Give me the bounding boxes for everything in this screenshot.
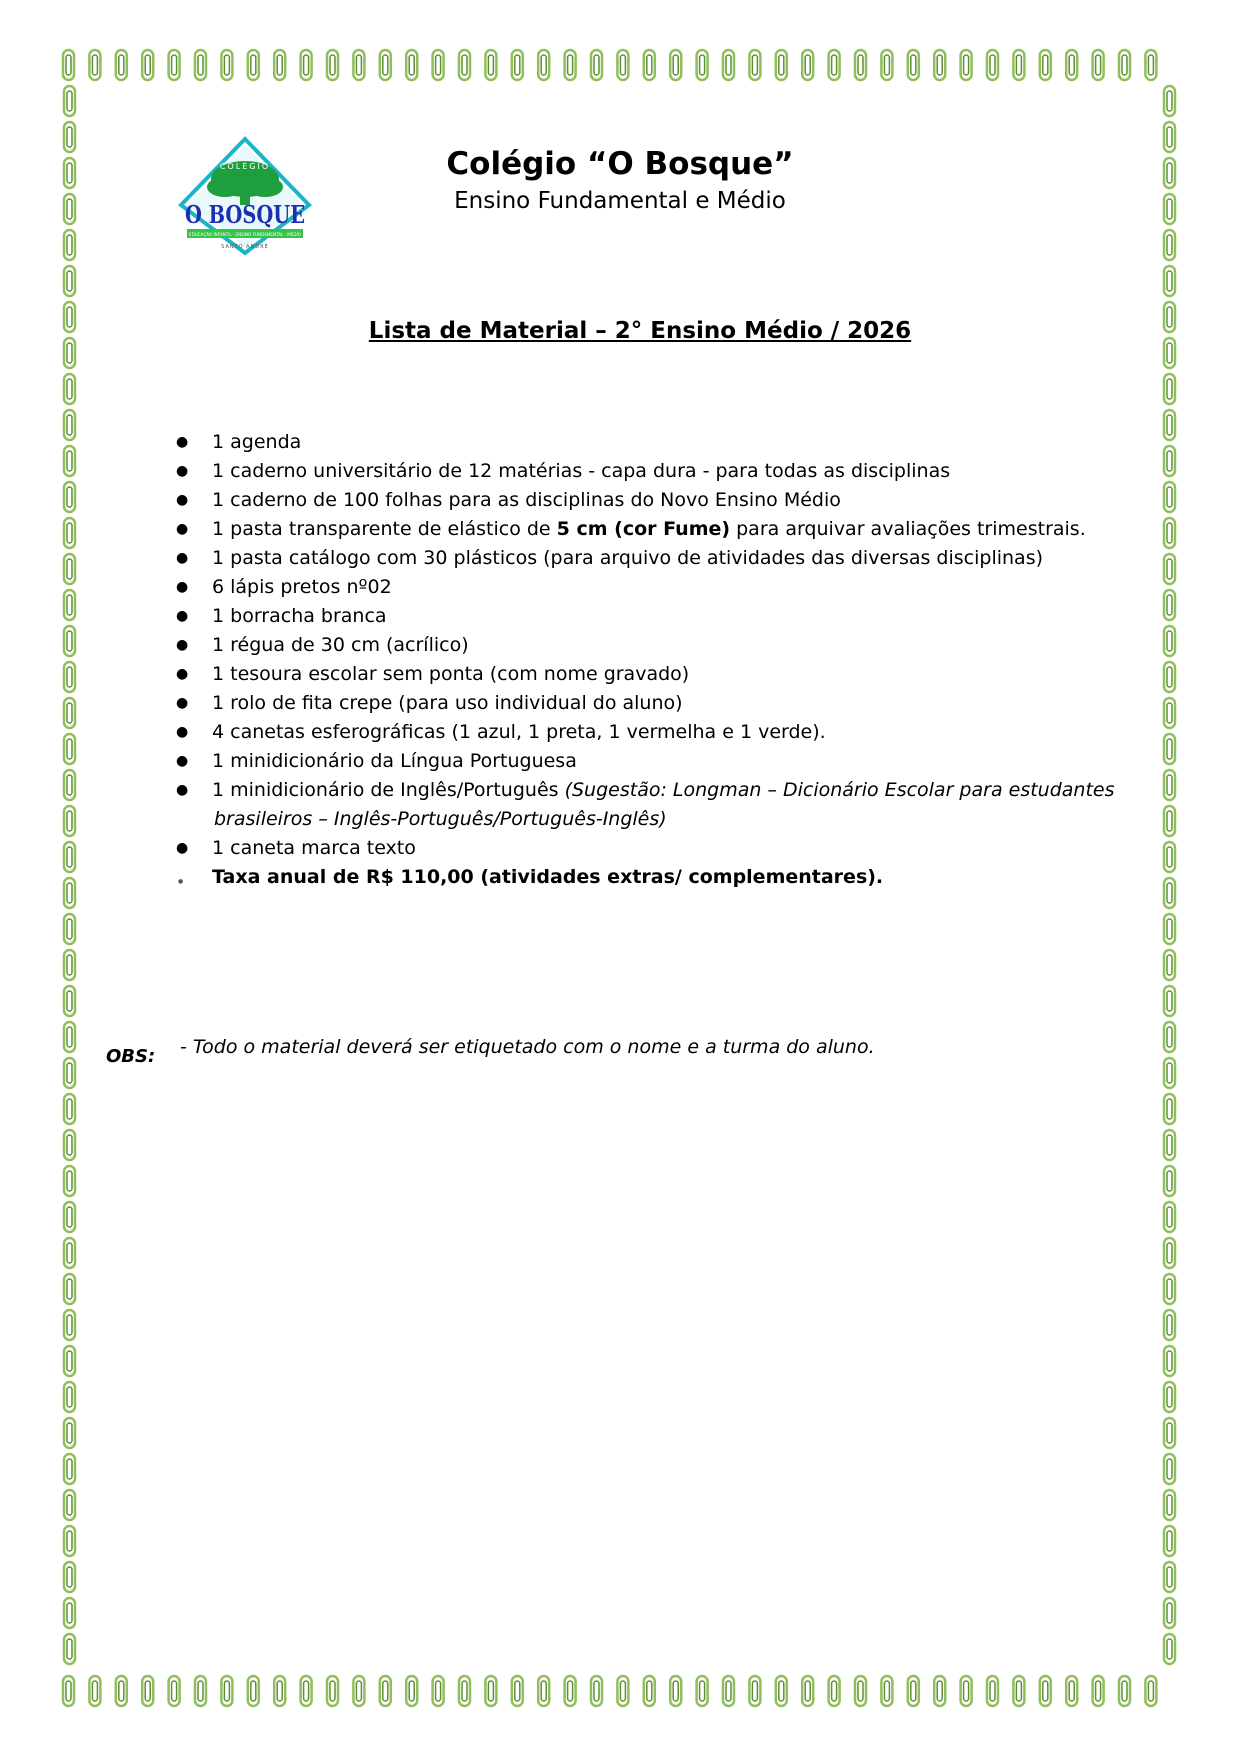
paperclip-icon: [1164, 1490, 1175, 1520]
list-item: ● 1 minidicionário de Inglês/Português (Sugestão: Longman – Dicionário Escolar para estudantes brasileiros – Inglês-Português/Português-Inglês): [170, 776, 1130, 834]
paperclip-icon: [1164, 1058, 1175, 1088]
paperclip-icon: [1164, 842, 1175, 872]
paperclip-icon: [64, 302, 75, 332]
paperclip-icon: [116, 1676, 127, 1706]
paperclip-icon: [64, 1418, 75, 1448]
paperclip-icon: [881, 1676, 892, 1706]
paperclip-icon: [644, 50, 655, 80]
paperclip-icon: [1164, 986, 1175, 1016]
paperclip-icon: [64, 518, 75, 548]
bullet-icon: ●: [176, 521, 189, 537]
paperclip-icon: [64, 950, 75, 980]
paperclip-icon: [538, 50, 549, 80]
paperclip-icon: [1164, 1598, 1175, 1628]
school-name: Colégio “O Bosque”: [446, 146, 794, 182]
paperclip-icon: [961, 1676, 972, 1706]
paperclip-icon: [1119, 50, 1130, 80]
bullet-icon: ●: [176, 637, 189, 653]
paperclip-icon: [64, 1634, 75, 1664]
paperclip-icon: [327, 1676, 338, 1706]
paperclip-icon: [64, 842, 75, 872]
paperclip-icon: [1164, 626, 1175, 656]
paperclip-icon: [116, 50, 127, 80]
paperclip-icon: [1145, 50, 1156, 80]
bullet-icon: ●: [176, 724, 189, 740]
paperclip-icon: [1164, 482, 1175, 512]
paperclip-icon: [1066, 50, 1077, 80]
paperclip-icon: [1164, 1382, 1175, 1412]
logo-city: SANTO ANDRÉ: [221, 244, 269, 250]
paperclip-icon: [221, 1676, 232, 1706]
paperclip-icon: [565, 1676, 576, 1706]
paperclip-icon: [1164, 770, 1175, 800]
paperclip-icon: [1164, 1094, 1175, 1124]
paperclip-icon: [1164, 338, 1175, 368]
paperclip-icon: [221, 50, 232, 80]
paperclip-icon: [1164, 1130, 1175, 1160]
paperclip-icon: [776, 50, 787, 80]
paperclip-icon: [1164, 698, 1175, 728]
paperclip-icon: [1164, 662, 1175, 692]
paperclip-icon: [1013, 1676, 1024, 1706]
paperclip-icon: [855, 50, 866, 80]
paperclip-icon: [1164, 1238, 1175, 1268]
paperclip-icon: [301, 1676, 312, 1706]
paperclip-icon: [63, 1676, 74, 1706]
paperclip-icon: [248, 50, 259, 80]
bullet-icon: ●: [176, 463, 189, 479]
list-item: ● 1 agenda: [170, 428, 1130, 457]
bullet-icon: ●: [176, 666, 189, 682]
paperclip-icon: [802, 1676, 813, 1706]
paperclip-icon: [1164, 1634, 1175, 1664]
paperclip-icon: [881, 50, 892, 80]
paperclip-icon: [64, 914, 75, 944]
paperclip-icon: [591, 1676, 602, 1706]
paperclip-icon: [1164, 1274, 1175, 1304]
paperclip-icon: [1164, 878, 1175, 908]
paperclip-icon: [1164, 1526, 1175, 1556]
paperclip-icon: [1164, 1202, 1175, 1232]
list-item: ● 1 pasta catálogo com 30 plásticos (para arquivo de atividades das diversas disciplinas): [170, 544, 1130, 573]
paperclip-icon: [1164, 194, 1175, 224]
bullet-icon: ●: [176, 695, 189, 711]
paperclip-icon: [644, 1676, 655, 1706]
list-item: ● 1 borracha branca: [170, 602, 1130, 631]
logo-top-text: COLÉGIO: [219, 162, 271, 171]
paperclip-icon: [1164, 1166, 1175, 1196]
paperclip-icon: [89, 1676, 100, 1706]
paperclip-icon: [617, 50, 628, 80]
paperclip-icon: [670, 50, 681, 80]
paperclip-icon: [380, 1676, 391, 1706]
paperclip-icon: [1164, 230, 1175, 260]
paperclip-icon: [1164, 554, 1175, 584]
paperclip-icon: [1040, 50, 1051, 80]
border-clips-right: [1160, 84, 1180, 1674]
paperclip-icon: [987, 50, 998, 80]
materials-list: [170, 428, 1130, 892]
border-clips-top: [60, 48, 1180, 84]
paperclip-icon: [1164, 158, 1175, 188]
bullet-icon: ●: [176, 434, 189, 450]
list-item: ● 1 minidicionário da Língua Portuguesa: [170, 747, 1130, 776]
paperclip-icon: [1164, 806, 1175, 836]
paperclip-icon: [64, 446, 75, 476]
paperclip-icon: [64, 266, 75, 296]
paperclip-icon: [64, 374, 75, 404]
paperclip-icon: [829, 1676, 840, 1706]
paperclip-icon: [512, 50, 523, 80]
paperclip-icon: [1164, 950, 1175, 980]
paperclip-icon: [1164, 1454, 1175, 1484]
paperclip-icon: [274, 1676, 285, 1706]
paperclip-icon: [64, 1346, 75, 1376]
logo-name: O BOSQUE: [185, 200, 305, 229]
paperclip-icon: [64, 878, 75, 908]
list-item: ● 1 tesoura escolar sem ponta (com nome gravado): [170, 660, 1130, 689]
paperclip-icon: [1164, 734, 1175, 764]
bullet-icon: ●: [176, 608, 189, 624]
list-item: ● 1 caneta marca texto: [170, 834, 1130, 863]
paperclip-icon: [1119, 1676, 1130, 1706]
list-item: ● Taxa anual de R$ 110,00 (atividades extras/ complementares).: [170, 863, 1130, 892]
paperclip-icon: [565, 50, 576, 80]
paperclip-icon: [64, 1562, 75, 1592]
paperclip-icon: [433, 50, 444, 80]
bullet-icon: ●: [176, 840, 189, 856]
paperclip-icon: [89, 50, 100, 80]
paperclip-icon: [64, 1022, 75, 1052]
paperclip-icon: [64, 410, 75, 440]
paperclip-icon: [670, 1676, 681, 1706]
paperclip-icon: [195, 1676, 206, 1706]
paperclip-icon: [1164, 1022, 1175, 1052]
school-logo: [177, 135, 313, 265]
border-clips-left: [60, 84, 80, 1674]
paperclip-icon: [1164, 1418, 1175, 1448]
paperclip-icon: [1093, 1676, 1104, 1706]
paperclip-icon: [301, 50, 312, 80]
paperclip-icon: [934, 50, 945, 80]
paperclip-icon: [64, 230, 75, 260]
paperclip-icon: [908, 1676, 919, 1706]
paperclip-icon: [248, 1676, 259, 1706]
paperclip-icon: [1164, 1562, 1175, 1592]
paperclip-icon: [64, 1598, 75, 1628]
paperclip-icon: [64, 1130, 75, 1160]
paperclip-icon: [64, 194, 75, 224]
paperclip-icon: [406, 1676, 417, 1706]
paperclip-icon: [64, 590, 75, 620]
bullet-icon: ●: [176, 782, 189, 798]
paperclip-icon: [64, 698, 75, 728]
obs-text: - Todo o material deverá ser etiquetado com o nome e a turma do aluno.: [180, 1036, 875, 1058]
paperclip-icon: [64, 1202, 75, 1232]
paperclip-icon: [353, 50, 364, 80]
list-item: ● 1 caderno de 100 folhas para as disciplinas do Novo Ensino Médio: [170, 486, 1130, 515]
paperclip-icon: [459, 50, 470, 80]
obs-label: OBS:: [106, 1046, 156, 1067]
border-clips-bottom: [60, 1674, 1180, 1710]
paperclip-icon: [274, 50, 285, 80]
paperclip-icon: [64, 158, 75, 188]
paperclip-icon: [63, 50, 74, 80]
paperclip-icon: [1164, 122, 1175, 152]
paperclip-icon: [485, 50, 496, 80]
school-subtitle: Ensino Fundamental e Médio: [454, 188, 786, 214]
paperclip-icon: [512, 1676, 523, 1706]
paperclip-icon: [64, 482, 75, 512]
paperclip-icon: [1164, 914, 1175, 944]
paperclip-icon: [1066, 1676, 1077, 1706]
paperclip-icon: [64, 1490, 75, 1520]
list-item: ● 1 pasta transparente de elástico de 5 cm (cor Fume) para arquivar avaliações trimestrais.: [170, 515, 1130, 544]
paperclip-icon: [1164, 1346, 1175, 1376]
paperclip-icon: [723, 50, 734, 80]
paperclip-icon: [64, 1382, 75, 1412]
paperclip-icon: [169, 1676, 180, 1706]
paperclip-icon: [1040, 1676, 1051, 1706]
paperclip-icon: [64, 122, 75, 152]
paperclip-icon: [538, 1676, 549, 1706]
paperclip-icon: [64, 1094, 75, 1124]
logo-band-text: EDUCAÇÃO INFANTIL · ENSINO FUNDAMENTAL · MÉDIO: [189, 233, 312, 238]
paperclip-icon: [64, 338, 75, 368]
paperclip-icon: [433, 1676, 444, 1706]
paperclip-icon: [485, 1676, 496, 1706]
paperclip-icon: [64, 662, 75, 692]
paperclip-icon: [353, 1676, 364, 1706]
paperclip-icon: [1164, 518, 1175, 548]
paperclip-icon: [64, 1454, 75, 1484]
paperclip-icon: [64, 554, 75, 584]
paperclip-icon: [829, 50, 840, 80]
paperclip-icon: [64, 1166, 75, 1196]
paperclip-icon: [1164, 302, 1175, 332]
paperclip-icon: [195, 50, 206, 80]
paperclip-icon: [64, 1238, 75, 1268]
paperclip-icon: [1145, 1676, 1156, 1706]
paperclip-icon: [1164, 266, 1175, 296]
paperclip-icon: [64, 734, 75, 764]
paperclip-icon: [64, 1058, 75, 1088]
paperclip-icon: [380, 50, 391, 80]
paperclip-icon: [591, 50, 602, 80]
paperclip-icon: [64, 626, 75, 656]
paperclip-icon: [749, 1676, 760, 1706]
paperclip-icon: [142, 1676, 153, 1706]
paperclip-icon: [1164, 374, 1175, 404]
paperclip-icon: [855, 1676, 866, 1706]
paperclip-icon: [406, 50, 417, 80]
paperclip-icon: [64, 986, 75, 1016]
bullet-icon: ●: [176, 492, 189, 508]
paperclip-icon: [169, 50, 180, 80]
paperclip-icon: [961, 50, 972, 80]
paperclip-icon: [64, 770, 75, 800]
paperclip-icon: [1164, 1310, 1175, 1340]
paperclip-icon: [142, 50, 153, 80]
bullet-icon: ●: [176, 579, 189, 595]
paperclip-icon: [908, 50, 919, 80]
paperclip-icon: [1013, 50, 1024, 80]
list-item: ● 1 régua de 30 cm (acrílico): [170, 631, 1130, 660]
paperclip-icon: [64, 86, 75, 116]
list-title: Lista de Material – 2° Ensino Médio / 2026: [368, 318, 912, 344]
paperclip-icon: [749, 50, 760, 80]
paperclip-icon: [697, 50, 708, 80]
bullet-icon: ●: [178, 878, 184, 885]
paperclip-icon: [1164, 446, 1175, 476]
paperclip-icon: [987, 1676, 998, 1706]
paperclip-icon: [1164, 86, 1175, 116]
paperclip-icon: [802, 50, 813, 80]
paperclip-icon: [1093, 50, 1104, 80]
paperclip-icon: [723, 1676, 734, 1706]
paperclip-icon: [1164, 590, 1175, 620]
bullet-icon: ●: [176, 550, 189, 566]
bullet-icon: ●: [176, 753, 189, 769]
paperclip-icon: [697, 1676, 708, 1706]
paperclip-icon: [459, 1676, 470, 1706]
paperclip-icon: [1164, 410, 1175, 440]
paperclip-icon: [64, 1310, 75, 1340]
list-item: ● 1 rolo de fita crepe (para uso individual do aluno): [170, 689, 1130, 718]
list-item: ● 6 lápis pretos nº02: [170, 573, 1130, 602]
paperclip-icon: [64, 1274, 75, 1304]
paperclip-icon: [64, 1526, 75, 1556]
list-item: ● 1 caderno universitário de 12 matérias - capa dura - para todas as disciplinas: [170, 457, 1130, 486]
paperclip-icon: [934, 1676, 945, 1706]
paperclip-icon: [776, 1676, 787, 1706]
list-item: ● 4 canetas esferográficas (1 azul, 1 preta, 1 vermelha e 1 verde).: [170, 718, 1130, 747]
paperclip-icon: [64, 806, 75, 836]
paperclip-icon: [617, 1676, 628, 1706]
paperclip-icon: [327, 50, 338, 80]
